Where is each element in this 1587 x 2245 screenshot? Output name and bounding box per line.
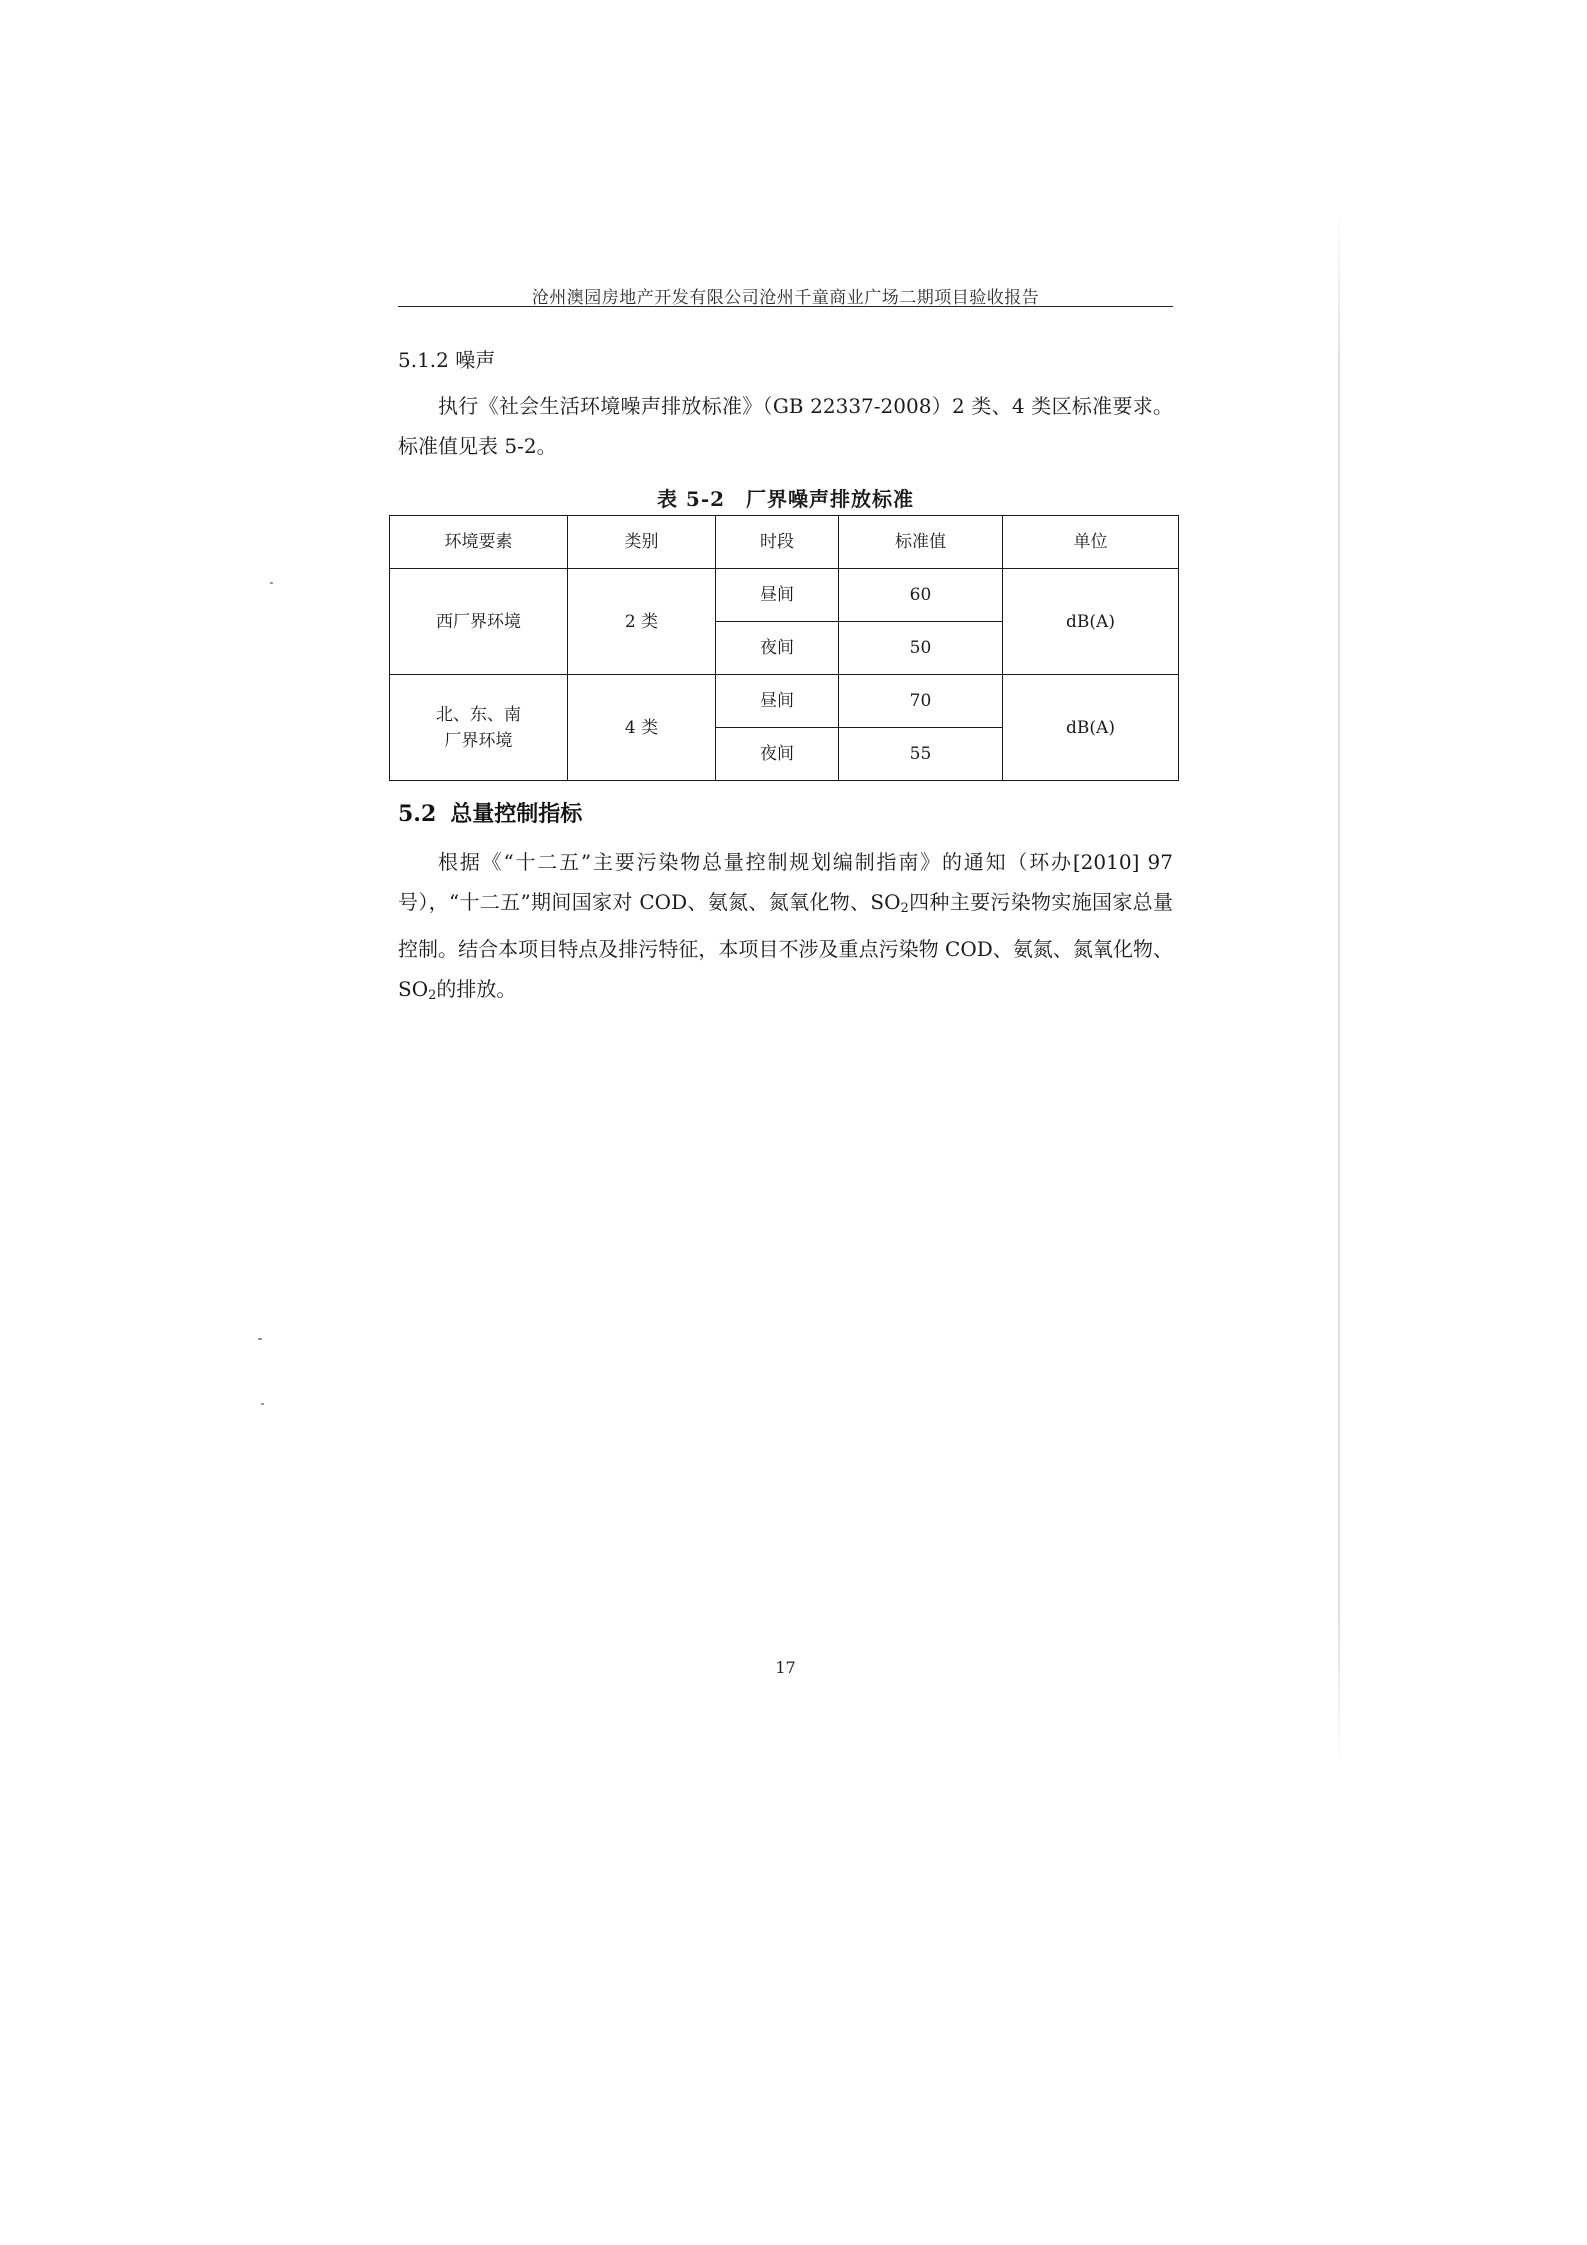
cell-value: 70 (839, 675, 1003, 728)
cell-period: 昼间 (716, 675, 839, 728)
subsection-heading: 5.1.2 噪声 (398, 348, 496, 372)
scan-speck (270, 582, 273, 584)
cell-value: 55 (839, 728, 1003, 781)
scan-speck (258, 1338, 262, 1340)
page-edge-shadow (1338, 210, 1340, 1770)
scan-speck (261, 1403, 264, 1405)
cell-period: 夜间 (716, 622, 839, 675)
header-cell-unit: 单位 (1003, 516, 1179, 569)
body-text: 四种主要污染物实施国家总量控制。结合本项目特点及排污特征，本项目不涉及重点污染物 COD、氨氮、氮氧化物、SO (398, 890, 1174, 1001)
header-cell-value: 标准值 (839, 516, 1003, 569)
cell-category: 4 类 (568, 675, 716, 781)
table-row (390, 569, 1179, 622)
header-cell-element: 环境要素 (390, 516, 568, 569)
cell-element-line: 厂界环境 (444, 730, 513, 751)
table-header-row (390, 516, 1179, 569)
cell-unit: dB(A) (1003, 675, 1179, 781)
table-caption: 表 5-2 厂界噪声排放标准 (656, 487, 915, 511)
cell-element: 西厂界环境 (390, 569, 568, 675)
header-rule (398, 306, 1173, 307)
cell-element-line: 北、东、南 (436, 704, 521, 725)
cell-period: 昼间 (716, 569, 839, 622)
cell-element (390, 675, 568, 781)
cell-category: 2 类 (568, 569, 716, 675)
page-number: 17 (775, 1658, 796, 1677)
cell-value: 50 (839, 622, 1003, 675)
body-text: 的排放。 (436, 977, 517, 1001)
running-header: 沧州澳园房地产开发有限公司沧州千童商业广场二期项目验收报告 (531, 288, 1040, 308)
body-text: 根据《“十二五”主要污染物总量控制规划编制指南》的通知（环办[2010] 97 号），“十二五”期间国家对 COD、氨氮、氮氧化物、SO (398, 850, 1173, 914)
header-cell-period: 时段 (716, 516, 839, 569)
intro-paragraph: 执行《社会生活环境噪声排放标准》（GB 22337-2008）2 类、4 类区标准要求。标准值见表 5-2。 (398, 394, 1173, 458)
noise-standard-table (389, 515, 1179, 781)
cell-unit: dB(A) (1003, 569, 1179, 675)
header-cell-category: 类别 (568, 516, 716, 569)
section-number: 5.2 (398, 801, 437, 827)
section-heading (398, 797, 582, 828)
cell-period: 夜间 (716, 728, 839, 781)
section-title: 总量控制指标 (450, 801, 583, 827)
subscript: 2 (428, 988, 437, 1003)
subscript: 2 (900, 901, 909, 916)
body-paragraph (398, 842, 1173, 1016)
table-row (390, 675, 1179, 728)
cell-value: 60 (839, 569, 1003, 622)
